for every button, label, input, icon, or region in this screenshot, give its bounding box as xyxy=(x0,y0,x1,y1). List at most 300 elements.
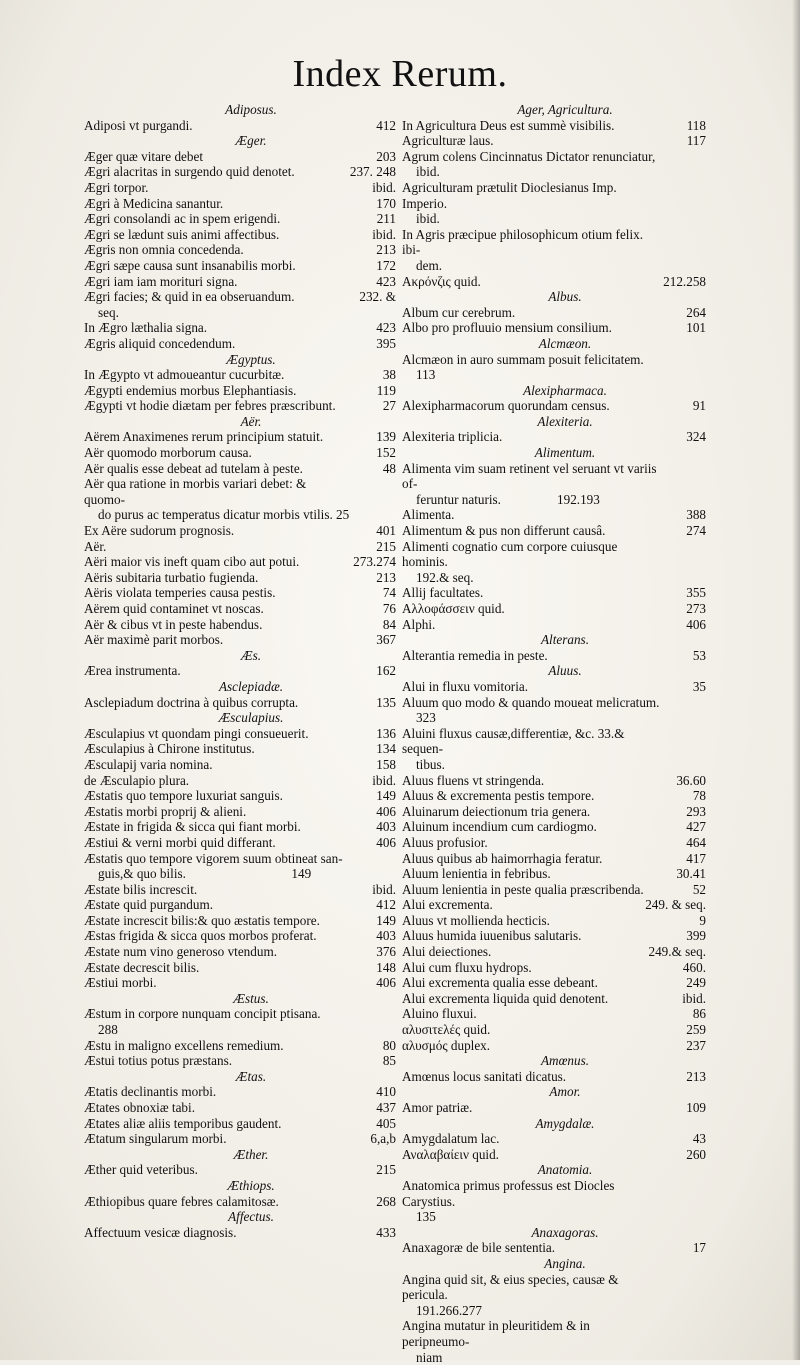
entry-continuation: niam xyxy=(402,1350,660,1365)
entry-text: Aër & cibus vt in peste habendus. xyxy=(84,617,262,632)
index-heading: Æthiops. xyxy=(84,1178,398,1194)
index-column-right xyxy=(402,102,708,1365)
index-entry xyxy=(402,695,708,726)
index-heading: Amœnus. xyxy=(402,1053,708,1069)
page-reference: 76 xyxy=(383,601,396,617)
entry-text: Aërem Anaximenes rerum principium statuit. xyxy=(84,429,323,444)
index-entry xyxy=(402,1178,708,1225)
page-reference: 213 xyxy=(376,242,396,258)
index-entry xyxy=(402,1022,708,1038)
entry-text: Ætatum singularum morbi. xyxy=(84,1131,227,1146)
index-entry xyxy=(402,1272,708,1319)
page-reference: 211 xyxy=(377,211,396,227)
index-entry xyxy=(402,648,708,664)
entry-text: Ægri se lædunt suis animi affectibus. xyxy=(84,227,279,242)
entry-text: Aëris subitaria turbatio fugienda. xyxy=(84,570,258,585)
page-reference: 274 xyxy=(686,523,706,539)
entry-text: Aluus humida iuuenibus salutaris. xyxy=(402,928,581,943)
entry-text: Æstatis morbi proprij & alieni. xyxy=(84,804,246,819)
entry-continuation: guis,& quo bilis. 149 xyxy=(84,866,350,882)
entry-text: In Agricultura Deus est summè visibilis. xyxy=(402,118,614,133)
entry-continuation: dem. xyxy=(402,258,660,274)
entry-text: Aluus fluens vt stringenda. xyxy=(402,773,544,788)
index-entry xyxy=(84,1225,398,1241)
index-entry xyxy=(402,1006,708,1022)
entry-text: Ægri à Medicina sanantur. xyxy=(84,196,223,211)
page-reference: 423 xyxy=(376,274,396,290)
page-reference: 109 xyxy=(686,1100,706,1116)
entry-text: Æther quid veteribus. xyxy=(84,1162,198,1177)
entry-continuation: 288 xyxy=(84,1022,350,1038)
page-reference: 417 xyxy=(686,851,706,867)
index-heading: Alcmæon. xyxy=(402,336,708,352)
entry-text: Æsculapij varia nomina. xyxy=(84,757,213,772)
index-entry xyxy=(402,398,708,414)
index-entry xyxy=(84,211,398,227)
index-entry xyxy=(84,320,398,336)
index-heading: Affectus. xyxy=(84,1209,398,1225)
index-entry xyxy=(402,897,708,913)
page-reference: 149 xyxy=(376,788,396,804)
index-entry xyxy=(84,1084,398,1100)
index-entry xyxy=(402,1318,708,1365)
index-entry xyxy=(402,975,708,991)
entry-text: Æthiopibus quare febres calamitosæ. xyxy=(84,1194,279,1209)
index-entry xyxy=(84,617,398,633)
page-reference: 464 xyxy=(686,835,706,851)
entry-text: Ætatis declinantis morbi. xyxy=(84,1084,216,1099)
index-entry xyxy=(402,1100,708,1116)
index-entry xyxy=(402,882,708,898)
entry-text: Albo pro profluuio mensium consilium. xyxy=(402,320,612,335)
index-entry xyxy=(84,726,398,742)
page-reference: 80 xyxy=(383,1038,396,1054)
index-entry xyxy=(84,476,398,523)
index-entry xyxy=(84,1116,398,1132)
page-reference: 139 xyxy=(376,429,396,445)
entry-continuation: feruntur naturis. 192.193 xyxy=(402,492,660,508)
entry-text: Alimenta vim suam retinent vel seruant vt variis of- xyxy=(402,461,657,492)
page-reference: 249. & seq. xyxy=(645,897,706,913)
entry-continuation: 113 xyxy=(402,367,660,383)
index-entry xyxy=(402,944,708,960)
page-reference: 30.41 xyxy=(676,866,706,882)
entry-text: Aluinarum deiectionum tria genera. xyxy=(402,804,590,819)
index-heading: Aër. xyxy=(84,414,398,430)
entry-text: Ægris aliquid concedendum. xyxy=(84,336,235,351)
entry-text: Æstas frigida & sicca quos morbos proferat. xyxy=(84,928,317,943)
page-reference: 149 xyxy=(376,913,396,929)
page-reference: 232. & xyxy=(359,289,396,305)
entry-text: de Æsculapio plura. xyxy=(84,773,189,788)
entry-text: Aluinum incendium cum cardiogmo. xyxy=(402,819,597,834)
index-entry xyxy=(84,196,398,212)
entry-text: Alexipharmacorum quorundam census. xyxy=(402,398,610,413)
index-heading: Æger. xyxy=(84,133,398,149)
entry-text: Ægypti vt hodie diætam per febres præscribunt. xyxy=(84,398,336,413)
entry-text: Allij facultates. xyxy=(402,585,483,600)
entry-text: Alimenta. xyxy=(402,507,454,522)
entry-text: Æstiui & verni morbi quid differant. xyxy=(84,835,276,850)
page-reference: 152 xyxy=(376,445,396,461)
index-heading: Æstus. xyxy=(84,991,398,1007)
entry-text: Alphi. xyxy=(402,617,435,632)
page-reference: 412 xyxy=(376,897,396,913)
index-entry xyxy=(84,851,398,882)
page-reference: 84 xyxy=(383,617,396,633)
page-reference: 249 xyxy=(686,975,706,991)
index-entry xyxy=(402,1038,708,1054)
entry-text: Ætates aliæ aliis temporibus gaudent. xyxy=(84,1116,281,1131)
index-entry xyxy=(84,429,398,445)
entry-text: Aluus vt mollienda hecticis. xyxy=(402,913,550,928)
index-entry xyxy=(84,227,398,243)
index-entry xyxy=(84,180,398,196)
page-reference: 395 xyxy=(376,336,396,352)
page-reference: 74 xyxy=(383,585,396,601)
entry-text: Æstate num vino generoso vtendum. xyxy=(84,944,277,959)
entry-text: In Agris præcipue philosophicum otium felix. ibi- xyxy=(402,227,643,258)
entry-text: In Ægypto vt admoueantur cucurbitæ. xyxy=(84,367,284,382)
page-reference: 260 xyxy=(686,1147,706,1163)
page-reference: 268 xyxy=(376,1194,396,1210)
entry-text: Ægri facies; & quid in ea obseruandum. xyxy=(84,289,295,304)
index-entry xyxy=(84,1162,398,1178)
entry-text: Angina mutatur in pleuritidem & in peripneumo- xyxy=(402,1318,590,1349)
page-reference: 249.& seq. xyxy=(648,944,706,960)
entry-text: Alui deiectiones. xyxy=(402,944,491,959)
index-entry xyxy=(84,1131,398,1147)
entry-text: Alimenti cognatio cum corpore cuiusque hominis. xyxy=(402,539,617,570)
entry-text: Æstate in frigida & sicca qui fiant morbi. xyxy=(84,819,301,834)
entry-text: Αναλαβαίειν quid. xyxy=(402,1147,499,1162)
index-heading: Adiposus. xyxy=(84,102,398,118)
index-entry xyxy=(84,554,398,570)
entry-text: Album cur cerebrum. xyxy=(402,305,515,320)
index-entry xyxy=(84,1100,398,1116)
page-reference: 460. xyxy=(683,960,706,976)
page-reference: 406 xyxy=(376,804,396,820)
page-reference: 118 xyxy=(687,118,706,134)
page-reference: ibid. xyxy=(372,882,396,898)
index-entry xyxy=(402,835,708,851)
page-reference: 78 xyxy=(693,788,706,804)
index-entry xyxy=(402,773,708,789)
index-entry xyxy=(84,804,398,820)
page-reference: 401 xyxy=(376,523,396,539)
index-entry xyxy=(402,960,708,976)
page-reference: 52 xyxy=(693,882,706,898)
index-entry xyxy=(402,320,708,336)
page-reference: 273 xyxy=(686,601,706,617)
page-reference: 215 xyxy=(376,1162,396,1178)
entry-text: Alui excrementa qualia esse debeant. xyxy=(402,975,598,990)
entry-text: Alui excrementa liquida quid denotent. xyxy=(402,991,608,1006)
index-entry xyxy=(402,601,708,617)
index-heading: Angina. xyxy=(402,1256,708,1272)
index-entry xyxy=(402,991,708,1007)
index-heading: Alimentum. xyxy=(402,445,708,461)
index-entry xyxy=(84,960,398,976)
index-entry xyxy=(84,928,398,944)
page-reference: 158 xyxy=(376,757,396,773)
entry-text: Æstu in maligno excellens remedium. xyxy=(84,1038,284,1053)
entry-text: Æstui totius potus præstans. xyxy=(84,1053,232,1068)
index-heading: Æs. xyxy=(84,648,398,664)
index-entry xyxy=(84,539,398,555)
index-entry xyxy=(402,149,708,180)
index-heading: Æther. xyxy=(84,1147,398,1163)
entry-text: Alui cum fluxu hydrops. xyxy=(402,960,532,975)
page-reference: 213 xyxy=(686,1069,706,1085)
index-entry xyxy=(84,523,398,539)
index-entry xyxy=(84,1006,398,1037)
entry-text: Ætates obnoxiæ tabi. xyxy=(84,1100,195,1115)
entry-text: Asclepiadum doctrina à quibus corrupta. xyxy=(84,695,298,710)
entry-text: Aluus & excrementa pestis tempore. xyxy=(402,788,594,803)
entry-continuation: ibid. xyxy=(402,211,660,227)
entry-text: Agriculturæ laus. xyxy=(402,133,494,148)
index-entry xyxy=(402,804,708,820)
index-column-left xyxy=(84,102,398,1240)
page-reference: 101 xyxy=(686,320,706,336)
index-entry xyxy=(402,913,708,929)
page-reference: 215 xyxy=(376,539,396,555)
index-entry xyxy=(402,819,708,835)
entry-text: Ægri torpor. xyxy=(84,180,148,195)
index-entry xyxy=(84,570,398,586)
index-heading: Albus. xyxy=(402,289,708,305)
entry-continuation: 192.& seq. xyxy=(402,570,660,586)
entry-text: Aluum lenientia in febribus. xyxy=(402,866,551,881)
index-entry xyxy=(84,757,398,773)
page-reference: 437 xyxy=(376,1100,396,1116)
index-entry xyxy=(84,663,398,679)
page-reference: 9 xyxy=(699,913,706,929)
page-reference: 17 xyxy=(693,1240,706,1256)
page-reference: 91 xyxy=(693,398,706,414)
entry-text: Alui in fluxu vomitoria. xyxy=(402,679,528,694)
page-reference: 433 xyxy=(376,1225,396,1241)
index-heading: Ætas. xyxy=(84,1069,398,1085)
index-entry xyxy=(402,274,708,290)
index-entry xyxy=(402,726,708,773)
page-reference: 213 xyxy=(376,570,396,586)
entry-text: Alcmæon in auro summam posuit felicitatem. xyxy=(402,352,644,367)
index-entry xyxy=(402,461,708,508)
page-reference: 117 xyxy=(687,133,706,149)
index-heading: Amor. xyxy=(402,1084,708,1100)
entry-text: Æstiui morbi. xyxy=(84,975,157,990)
index-entry xyxy=(84,897,398,913)
page-reference: 405 xyxy=(376,1116,396,1132)
page-reference: 6,a,b xyxy=(370,1131,396,1147)
index-heading: Alterans. xyxy=(402,632,708,648)
page-reference: 427 xyxy=(686,819,706,835)
entry-text: Aluum quo modo & quando moueat melicratum. xyxy=(402,695,659,710)
index-entry xyxy=(84,461,398,477)
index-heading: Ægyptus. xyxy=(84,352,398,368)
index-entry xyxy=(402,305,708,321)
index-entry xyxy=(84,242,398,258)
index-entry xyxy=(84,819,398,835)
entry-text: Aër. xyxy=(84,539,106,554)
page-reference: 406 xyxy=(376,835,396,851)
index-entry xyxy=(402,180,708,227)
entry-text: Aluum lenientia in peste qualia præscribenda. xyxy=(402,882,644,897)
page-reference: 162 xyxy=(376,663,396,679)
page-reference: 53 xyxy=(693,648,706,664)
entry-text: Aërem quid contaminet vt noscas. xyxy=(84,601,264,616)
entry-text: Agriculturam prætulit Dioclesianus Imp. Imperio. xyxy=(402,180,617,211)
entry-text: Æstate quid purgandum. xyxy=(84,897,213,912)
entry-continuation: 135 xyxy=(402,1209,660,1225)
index-entry xyxy=(402,866,708,882)
entry-continuation: ibid. xyxy=(402,164,660,180)
index-entry xyxy=(84,773,398,789)
index-heading: Alexipharmaca. xyxy=(402,383,708,399)
index-entry xyxy=(84,1194,398,1210)
index-entry xyxy=(84,835,398,851)
page-reference: 388 xyxy=(686,507,706,523)
entry-text: Æstate decrescit bilis. xyxy=(84,960,199,975)
index-entry xyxy=(402,429,708,445)
index-entry xyxy=(84,585,398,601)
index-entry xyxy=(402,585,708,601)
page-reference: 412 xyxy=(376,118,396,134)
entry-text: Αλλοφάσσειν quid. xyxy=(402,601,505,616)
entry-text: Affectuum vesicæ diagnosis. xyxy=(84,1225,237,1240)
entry-continuation: 191.266.277 xyxy=(402,1303,660,1319)
page-reference: 324 xyxy=(686,429,706,445)
entry-text: Aër qualis esse debeat ad tutelam à peste. xyxy=(84,461,303,476)
index-heading: Amygdalæ. xyxy=(402,1116,708,1132)
page-reference: 423 xyxy=(376,320,396,336)
entry-text: Ægypti endemius morbus Elephantiasis. xyxy=(84,383,296,398)
index-entry xyxy=(84,1053,398,1069)
page-reference: 376 xyxy=(376,944,396,960)
page-reference: 264 xyxy=(686,305,706,321)
entry-text: Adiposi vt purgandi. xyxy=(84,118,193,133)
page-reference: 237 xyxy=(686,1038,706,1054)
entry-text: Ægri alacritas in surgendo quid denotet. xyxy=(84,164,295,179)
entry-text: Ægri sæpe causa sunt insanabilis morbi. xyxy=(84,258,296,273)
entry-text: Æstate increscit bilis:& quo æstatis tempore. xyxy=(84,913,320,928)
entry-text: Ex Aëre sudorum prognosis. xyxy=(84,523,234,538)
entry-text: Aër qua ratione in morbis variari debet: & quomo- xyxy=(84,476,306,507)
page-reference: ibid. xyxy=(372,227,396,243)
index-entry xyxy=(84,289,398,320)
page-reference: ibid. xyxy=(372,773,396,789)
page-reference: ibid. xyxy=(682,991,706,1007)
entry-text: Ακρόνζις quid. xyxy=(402,274,481,289)
entry-text: Aluus quibus ab haimorrhagia feratur. xyxy=(402,851,602,866)
entry-text: αλυσιτελές quid. xyxy=(402,1022,490,1037)
page-reference: 172 xyxy=(376,258,396,274)
page-reference: 355 xyxy=(686,585,706,601)
entry-text: Amor patriæ. xyxy=(402,1100,472,1115)
index-entry xyxy=(402,227,708,274)
index-entry xyxy=(402,1240,708,1256)
entry-text: Ægri consolandi ac in spem erigendi. xyxy=(84,211,280,226)
index-heading: Aluus. xyxy=(402,663,708,679)
index-entry xyxy=(402,1147,708,1163)
index-heading: Anatomia. xyxy=(402,1162,708,1178)
index-entry xyxy=(402,928,708,944)
index-entry xyxy=(402,523,708,539)
page-reference: 85 xyxy=(383,1053,396,1069)
page-reference: 136 xyxy=(376,726,396,742)
page-reference: 403 xyxy=(376,819,396,835)
page-reference: 36.60 xyxy=(676,773,706,789)
entry-continuation: seq. xyxy=(84,305,350,321)
index-entry xyxy=(84,118,398,134)
entry-text: Alui excrementa. xyxy=(402,897,493,912)
page-reference: 48 xyxy=(383,461,396,477)
page-edge-shadow xyxy=(792,0,800,1360)
entry-text: Alterantia remedia in peste. xyxy=(402,648,548,663)
index-entry xyxy=(402,1069,708,1085)
entry-text: Aluini fluxus causæ,differentiæ, &c. 33.& sequen- xyxy=(402,726,624,757)
entry-text: Æsculapius à Chirone institutus. xyxy=(84,741,255,756)
index-entry xyxy=(84,882,398,898)
entry-text: Æstatis quo tempore vigorem suum obtineat san- xyxy=(84,851,343,866)
entry-text: Æsculapius vt quondam pingi consueuerit. xyxy=(84,726,309,741)
page-reference: 406 xyxy=(376,975,396,991)
index-entry xyxy=(84,975,398,991)
index-entry xyxy=(402,507,708,523)
page-reference: 170 xyxy=(376,196,396,212)
entry-text: Aëris violata temperies causa pestis. xyxy=(84,585,276,600)
index-entry xyxy=(84,383,398,399)
page-reference: 403 xyxy=(376,928,396,944)
entry-continuation: tibus. xyxy=(402,757,660,773)
entry-text: Æstatis quo tempore luxuriat sanguis. xyxy=(84,788,283,803)
entry-text: Anatomica primus professus est Diocles Carystius. xyxy=(402,1178,614,1209)
index-entry xyxy=(84,944,398,960)
index-heading: Æsculapius. xyxy=(84,710,398,726)
entry-text: Anaxagoræ de bile sententia. xyxy=(402,1240,555,1255)
entry-text: αλυσμός duplex. xyxy=(402,1038,490,1053)
index-entry xyxy=(84,632,398,648)
index-entry xyxy=(402,788,708,804)
page-reference: 38 xyxy=(383,367,396,383)
index-entry xyxy=(84,367,398,383)
entry-continuation: 323 xyxy=(402,710,660,726)
index-entry xyxy=(84,398,398,414)
index-entry xyxy=(84,274,398,290)
index-entry xyxy=(84,445,398,461)
index-entry xyxy=(84,695,398,711)
entry-text: Æger quæ vitare debet xyxy=(84,149,203,164)
entry-text: Æstate bilis increscit. xyxy=(84,882,197,897)
entry-text: Aëri maior vis ineft quam cibo aut potui. xyxy=(84,554,299,569)
entry-text: Aër maximè parit morbos. xyxy=(84,632,223,647)
index-heading: Alexiteria. xyxy=(402,414,708,430)
entry-text: Agrum colens Cincinnatus Dictator renunciatur, xyxy=(402,149,655,164)
page-reference: 86 xyxy=(693,1006,706,1022)
index-entry xyxy=(84,336,398,352)
entry-text: Ærea instrumenta. xyxy=(84,663,181,678)
page-reference: 273.274 xyxy=(353,554,396,570)
index-entry xyxy=(84,149,398,165)
entry-text: In Ægro læthalia signa. xyxy=(84,320,207,335)
entry-text: Aër quomodo morborum causa. xyxy=(84,445,252,460)
page-reference: 237. 248 xyxy=(350,164,396,180)
index-entry xyxy=(84,258,398,274)
index-entry xyxy=(402,679,708,695)
page-reference: 293 xyxy=(686,804,706,820)
